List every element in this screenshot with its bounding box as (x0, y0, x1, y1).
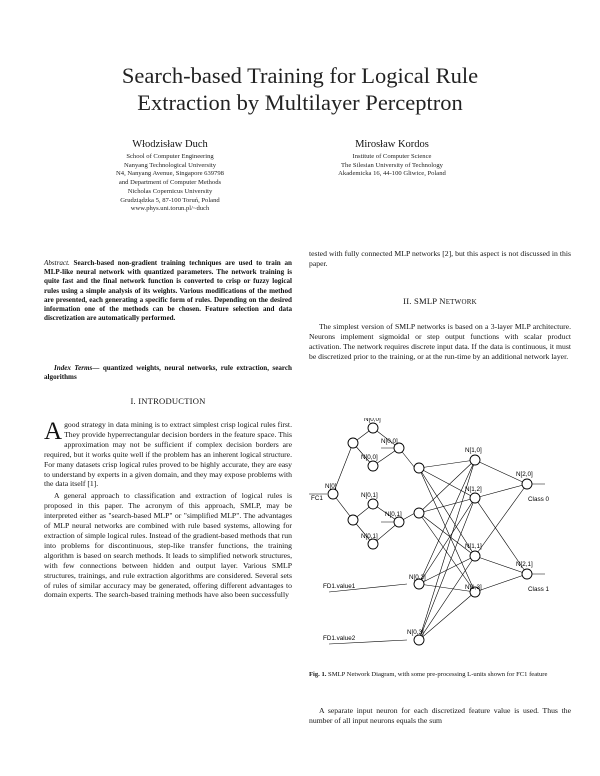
node-n12 (470, 493, 480, 503)
section-heading-introduction: I. INTRODUCTION (130, 396, 206, 406)
node-n01-out (414, 508, 424, 518)
label-n13: N[1,3] (465, 584, 482, 591)
label-n21: N[2,1] (516, 561, 533, 568)
label-n01: N[0,1] (361, 533, 378, 540)
label-fc1: FC1 (311, 495, 323, 502)
node-n00-out (414, 463, 424, 473)
right-column-continuation: tested with fully connected MLP networks [2], but this aspect is not discussed in this paper. (309, 249, 571, 268)
index-terms-label: Index Terms (54, 364, 93, 372)
drop-cap: A (44, 418, 63, 445)
smlp-paragraph: The simplest version of SMLP networks is based on a 3-layer MLP architecture. Neurons implement sigmoidal or step output functions with scalar product activation. The network requires discrete input data. If the data is continuous, it must be discretized prior to the training, or at the run-time by an additional network layer. (309, 322, 571, 361)
label-class1: Class 1 (528, 586, 549, 593)
node-n00-c (368, 461, 378, 471)
diagram-edges (309, 428, 545, 644)
node-fc1-input (328, 489, 338, 499)
label-fd1-value1: FD1.value1 (323, 583, 356, 590)
node-n00-b (368, 423, 378, 433)
node-n01-b (368, 499, 378, 509)
label-n00: N[0,0] (364, 418, 381, 423)
paragraph: A general approach to classification and extraction of logical rules is proposed in this paper. The acronym of this approach, SMLP, may be interpreted either as "search-based MLP" or "simplified MLP". The advantages of MLP neural networks are combined with rule based systems, allowing for extraction of simple logical rules. Instead of the gradient-based methods that run into problems for discontinuous, step-like transfer functions, the training algorithm is based on search methods. It leads to simplified network structures, with few connections between hidden and output layer. Various SMLP structures, trainings, and rule extraction algorithms are considered. Several sets of rules of similar accuracy may be generated, offering different advantages to domain experts. The search-based training methods have also been successfully (44, 491, 292, 600)
author-block-kordos (302, 138, 482, 179)
caption-label: Fig. 1. (309, 671, 327, 678)
label-n0: N[0] (325, 483, 337, 490)
paragraph-input-neurons: A separate input neuron for each discretized feature value is used. Thus the number of all input neurons equals the sum (309, 706, 571, 725)
label-fd1-value2: FD1.value2 (323, 635, 356, 642)
node-n01-c (368, 539, 378, 549)
author-affiliation: School of Computer Engineering Nanyang Technological University N4, Nanyang Avenue, Singapore 639798 and Department of Computer Methods Nicholas Copernicus University Grudziądzka 5, 87-100 Toruń, Poland www.phys.uni.torun.pl/~duch (116, 153, 224, 213)
author-name: Włodzisław Duch (132, 139, 208, 150)
node-n10 (470, 455, 480, 465)
label-n12: N[1,2] (465, 486, 482, 493)
label-n01: N[0,1] (385, 511, 402, 518)
diagram-labels (311, 418, 549, 642)
author-name: Mirosław Kordos (355, 139, 429, 150)
label-n00: N[0,0] (361, 454, 378, 461)
abstract (44, 259, 292, 323)
index-terms-text: — quantized weights, neural networks, rule extraction, search algorithms (44, 364, 293, 382)
abstract-text: Search-based non-gradient training techniques are used to train an MLP-like neural network with quantized parameters. The network training is quite fast and the final network function is converted to crisp or fuzzy logical rules using a simple analysis of its weights. Various modifications of the method are presented, each generating a specific form of rules. Depending on the desired information one of the methods can be chosen. Feature selection and data discretization are automatically performed. (44, 259, 292, 323)
section-heading-smlp-network: II. SMLP NETWORK (403, 296, 477, 306)
figure-caption (309, 671, 571, 680)
caption-text: SMLP Network Diagram, with some pre-processing L-units shown for FC1 feature (326, 671, 548, 678)
node-n01-a (348, 515, 358, 525)
paper-title: Search-based Training for Logical Rule Extraction by Multilayer Perceptron (121, 63, 479, 115)
introduction-body (44, 420, 292, 600)
index-terms (44, 364, 292, 382)
label-n02: N[0,2] (409, 574, 426, 581)
label-n10: N[1,0] (465, 447, 482, 454)
node-join-1 (394, 517, 404, 527)
node-n11 (470, 551, 480, 561)
label-n00: N[0,0] (381, 438, 398, 445)
label-n03: N[0,3] (407, 629, 424, 636)
label-n11: N[1,1] (465, 543, 482, 550)
node-n00-a (348, 438, 358, 448)
label-n20: N[2,0] (516, 471, 533, 478)
author-affiliation: Institute of Computer Science The Silesian University of Technology Akademicka 16, 44-100 Gliwice, Poland (338, 153, 446, 178)
smlp-network-diagram (309, 418, 571, 666)
abstract-label: Abstract. (44, 259, 70, 267)
paragraph: Agood strategy in data mining is to extract simplest crisp logical rules first. They provide hyperrectangular decision borders in the feature space. This approximation may not be sufficient if complex decision borders are required, but it works quite well if the problem has an inherent logical structure. For many datasets crisp logical rules proved to be highly accurate, they are easy to understand by experts in a given domain, and they may expose problems with the data itself [1]. (44, 418, 292, 489)
label-class0: Class 0 (528, 496, 549, 503)
node-n20 (522, 479, 532, 489)
node-n03 (414, 635, 424, 645)
node-n21 (522, 569, 532, 579)
author-block-duch (80, 138, 260, 214)
network-diagram-svg (309, 418, 571, 666)
label-n01: N[0,1] (361, 492, 378, 499)
